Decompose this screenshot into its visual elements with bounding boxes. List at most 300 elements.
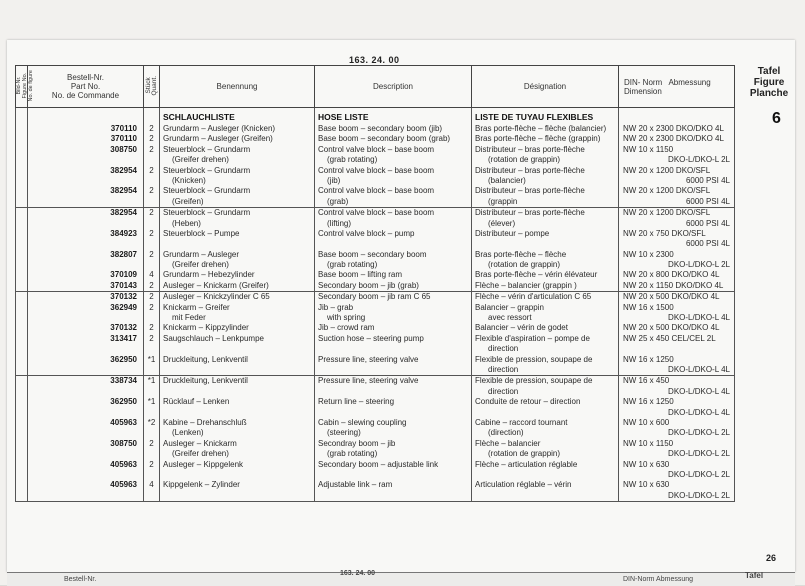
benennung-line: SCHLAUCHLISTE [163,112,235,122]
quantity-cell [144,292,160,376]
designation-line: Flexible de pression, soupape de [475,354,593,364]
din-dimension-line: NW 10 x 2300 [623,249,674,259]
description-line: (steering) [327,428,361,438]
quantity-line: 2 [149,249,154,259]
bild-line [16,292,27,302]
designation-line: (direction) [488,428,524,438]
din-dimension-line: NW 10 x 1150 [623,144,674,154]
header-designation [472,66,619,108]
part-number-line: 308750 [110,438,137,448]
din-dimension-line: 6000 PSI 4L [685,218,730,228]
description-line [315,365,471,375]
table-header-row [16,66,735,108]
din-dimension-cell [619,108,735,208]
header-bild-text: Bild-Nr. Figure No. No. de figure [16,69,34,102]
quantity-line [144,260,159,270]
din-dimension-line: DKO-L/DKO-L 2L [668,449,730,459]
description-line: Control valve block – base boom [318,208,435,218]
bild-line [16,387,27,397]
header-partno [28,66,144,108]
designation-line: (élever) [488,218,516,228]
description-line: (grab rotating) [327,155,378,165]
part-number-line: 338734 [110,376,137,386]
benennung-line: Druckleitung, Lenkventil [163,376,248,386]
bild-line [16,186,27,196]
description-line: Pressure line, steering valve [318,354,419,364]
description-line: Base boom – secondary boom [318,249,427,259]
description-cell [315,108,472,208]
header-description [315,66,472,108]
designation-line [472,470,618,480]
part-number-line [28,219,143,229]
din-dimension-cell [619,292,735,376]
description-line: with spring [327,313,366,323]
quantity-line [144,491,159,501]
designation-line: (rotation de grappin) [488,449,561,459]
bild-line [16,303,27,313]
part-number-line [28,428,143,438]
bild-line [16,197,27,207]
row-group [16,292,735,376]
part-number-cell [28,108,144,208]
din-dimension-line: NW 10 x 630 [623,480,670,490]
quantity-line: 2 [149,302,154,312]
quantity-line: 2 [149,124,154,133]
din-dimension-line [619,108,734,124]
bild-line [16,145,27,155]
part-number-line [28,344,143,354]
bild-line [16,323,27,333]
quantity-line: *2 [147,417,156,427]
quantity-line: 2 [149,165,154,175]
part-number-line: 370109 [110,270,137,280]
header-din [619,66,735,108]
strip-page-number: 163. 24. 00 [340,570,376,577]
header-bild [16,66,34,108]
benennung-line: Grundarm – Hebezylinder [163,270,255,280]
description-line: Return line – steering [318,397,395,407]
description-line [315,491,471,501]
part-number-cell [28,376,144,502]
part-number-line [28,470,143,480]
part-number-line [28,260,143,270]
bild-line [16,166,27,176]
quantity-line [144,344,159,354]
din-dimension-line: DKO-L/DKO-L 2L [668,155,730,165]
bild-cell [16,292,28,376]
part-number-line: 308750 [110,144,137,154]
part-number-line [28,449,143,459]
description-cell [315,208,472,292]
quantity-line: 2 [149,134,154,144]
bild-cell [16,376,28,502]
designation-line: Flèche – vérin d'articulation C 65 [475,292,592,302]
quantity-line: 4 [149,270,154,280]
part-number-line [28,387,143,397]
benennung-line: Druckleitung, Lenkventil [163,354,248,364]
quantity-line [144,449,159,459]
designation-line: Articulation réglable – vérin [475,480,572,490]
row-group [16,208,735,292]
quantity-line [144,313,159,323]
bild-line [16,124,27,134]
description-line: Cabin – slewing coupling [318,417,407,427]
benennung-line: Steuerblock – Pumpe [163,228,240,238]
bild-cell [16,108,28,208]
benennung-line [160,470,314,480]
strip-partno: Bestell-Nr. [64,576,97,583]
bild-line [16,365,27,375]
tafel-en: Figure [753,77,785,88]
din-dimension-cell [619,376,735,502]
quantity-line: 2 [149,144,154,154]
designation-line: (balancier) [488,175,526,185]
part-number-line [28,155,143,165]
designation-line: Flèche – articulation réglable [475,459,578,469]
din-dimension-line: NW 16 x 1250 [623,397,674,407]
header-designation-text: Désignation [523,82,567,91]
benennung-cell [160,108,315,208]
header-din-text: DIN- Norm Abmessung Dimension [624,77,711,96]
description-line [315,387,471,397]
part-number-cell [28,292,144,376]
din-dimension-line: NW 16 x 1500 [623,302,674,312]
designation-line: direction [488,344,519,354]
quantity-line: 4 [149,480,154,490]
designation-line: Bras porte-flèche – flèche [475,249,567,259]
benennung-cell [160,208,315,292]
bild-line [16,260,27,270]
bild-line [16,334,27,344]
quantity-line: 2 [149,459,154,469]
quantity-cell [144,376,160,502]
bild-line [16,460,27,470]
tafel-label [735,66,803,99]
description-line: Adjustable link – ram [318,480,393,490]
quantity-line [144,428,159,438]
benennung-line: Ausleger – Kippgelenk [163,459,244,469]
din-dimension-line: DKO-L/DKO-L 2L [668,428,730,438]
din-dimension-line: NW 16 x 450 [623,376,670,386]
description-line: Base boom – secondary boom (jib) [318,124,443,133]
bild-line [16,155,27,165]
quantity-line: 2 [149,323,154,333]
tafel-fr: Planche [749,88,789,99]
din-dimension-line: NW 20 x 2300 DKO/DKO 4L [623,134,724,144]
bild-line [16,250,27,260]
row-group [16,108,735,208]
bild-line [16,219,27,229]
din-dimension-line: NW 16 x 1250 [623,354,674,364]
din-dimension-line: NW 20 x 800 DKO/DKO 4L [623,270,720,280]
quantity-line: *1 [147,354,156,364]
designation-line: Cabine – raccord tournant [475,417,568,427]
din-dimension-line: 6000 PSI 4L [685,196,730,206]
din-dimension-line: NW 10 x 1150 [623,438,674,448]
benennung-line: Steuerblock – Grundarm [163,165,251,175]
description-line: (grab) [327,196,349,206]
header-qty [144,66,160,108]
header-qty-text: Stück Quant. [144,75,158,96]
description-cell [315,292,472,376]
bild-line [16,239,27,249]
benennung-line [160,239,314,249]
benennung-line: Saugschlauch – Lenkpumpe [163,333,264,343]
designation-line: Conduite de retour – direction [475,397,581,407]
din-dimension-line: NW 20 x 1200 DKO/SFL [623,186,711,196]
quantity-line [144,155,159,165]
tafel-de: Tafel [757,66,781,77]
description-line: (lifting) [327,218,352,228]
din-dimension-line: DKO-L/DKO-L 4L [668,386,730,396]
description-line: Base boom – lifting ram [318,270,403,280]
footer-page-number: 26 [766,553,777,563]
designation-line [472,491,618,501]
description-line: Secondary boom – jib ram C 65 [318,292,431,302]
quantity-line [144,387,159,397]
part-number-line: 382954 [110,186,137,196]
bild-line [16,270,27,280]
benennung-line: Steuerblock – Grundarm [163,208,251,218]
quantity-line: 2 [149,208,154,218]
bild-line [16,480,27,490]
benennung-line: Rücklauf – Lenken [163,397,230,407]
quantity-line [144,365,159,375]
part-number-line: 370132 [110,292,137,302]
quantity-cell [144,108,160,208]
part-number-line [28,239,143,249]
description-line: Control valve block – base boom [318,165,435,175]
parts-table [15,65,735,502]
part-number-line: 370132 [110,323,137,333]
part-number-line: 382954 [110,208,137,218]
designation-line: Distributeur – bras porte-flèche [475,165,585,175]
part-number-line: 405963 [110,459,137,469]
designation-line: Balancier – vérin de godet [475,323,568,333]
benennung-line: Ausleger – Knickzylinder C 65 [163,292,270,302]
quantity-line [144,408,159,418]
part-number-line [28,313,143,323]
designation-line: Bras porte-flèche – flèche (grappin) [475,134,601,144]
bild-line [16,281,27,291]
description-line: Pressure line, steering valve [318,376,419,386]
benennung-line: Knickarm – Greifer [163,302,230,312]
description-line: Control valve block – pump [318,228,415,238]
bild-line [16,491,27,501]
din-dimension-line: DKO-L/DKO-L 4L [668,407,730,417]
din-dimension-line: NW 20 x 750 DKO/SFL [623,228,706,238]
quantity-line [144,176,159,186]
din-dimension-line: DKO-L/DKO-L 4L [668,364,730,374]
designation-cell [472,376,619,502]
designation-line: (grappin [488,196,518,206]
description-line: Secondray boom – jib [318,438,396,448]
din-dimension-line: NW 20 x 1150 DKO/DKO 4L [623,280,724,290]
designation-line: direction [488,386,519,396]
description-line: Secondary boom – adjustable link [318,459,439,469]
quantity-line: 2 [149,228,154,238]
bild-line [16,418,27,428]
description-line [315,470,471,480]
part-number-line: 370110 [110,134,137,144]
din-dimension-line: NW 20 x 1200 DKO/SFL [623,208,711,218]
page-number: 163. 24. 00 [349,55,400,65]
quantity-line: 2 [149,438,154,448]
description-line: Base boom – secondary boom (grab) [318,134,451,144]
strip-din: DIN-Norm Abmessung [623,576,694,583]
benennung-line: Grundarm – Ausleger [163,249,240,259]
benennung-line: Kippgelenk – Zylinder [163,480,240,490]
quantity-line: 2 [149,280,154,290]
din-dimension-line: NW 25 x 450 CEL/CEL 2L [623,333,716,343]
bild-line [16,397,27,407]
benennung-line: Steuerblock – Grundarm [163,144,251,154]
description-line [315,239,471,249]
bild-line [16,408,27,418]
description-line [315,408,471,418]
description-line: Control valve block – base boom [318,144,435,154]
header-benennung [160,66,315,108]
description-line: HOSE LISTE [318,112,369,122]
benennung-line: Grundarm – Ausleger (Knicken) [163,124,276,133]
description-line: Secondary boom – jib (grab) [318,280,419,290]
description-line: Jib – crowd ram [318,323,375,333]
din-dimension-line [619,344,734,354]
din-dimension-line: NW 10 x 630 [623,459,670,469]
benennung-line: Ausleger – Knickarm (Greifer) [163,280,269,290]
description-line: Control valve block – base boom [318,186,435,196]
description-line: (jib) [327,175,341,185]
designation-line: LISTE DE TUYAU FLEXIBLES [475,112,594,122]
quantity-line [144,108,159,124]
description-line: (grab rotating) [327,449,378,459]
din-dimension-line: 6000 PSI 4L [685,239,730,249]
bild-line [16,470,27,480]
part-number-line: 384923 [110,228,137,238]
quantity-line: 2 [149,333,154,343]
designation-line: Flèche – balancier [475,438,541,448]
din-dimension-line: DKO-L/DKO-L 2L [668,490,730,500]
benennung-line: (Greifen) [172,196,204,206]
bild-line [16,428,27,438]
part-number-line [28,491,143,501]
designation-line: (rotation de grappin) [488,260,561,270]
benennung-line [160,491,314,501]
din-dimension-cell [619,208,735,292]
description-line: Suction hose – steering pump [318,333,424,343]
designation-line: Flexible de pression, soupape de [475,376,593,386]
part-number-line [28,197,143,207]
quantity-line [144,197,159,207]
benennung-line: (Greifer drehen) [172,449,229,459]
part-number-line: 370143 [110,280,137,290]
part-number-line [28,365,143,375]
bild-line [16,134,27,144]
designation-line: Flexible d'aspiration – pompe de [475,333,590,343]
description-line: Jib – grab [318,302,354,312]
bild-line [16,376,27,386]
part-number-cell [28,208,144,292]
benennung-line: Ausleger – Knickarm [163,438,237,448]
din-dimension-line: DKO-L/DKO-L 2L [668,260,730,270]
bild-line [16,355,27,365]
row-group [16,376,735,502]
benennung-line: Kabine – Drehanschluß [163,417,247,427]
din-dimension-line: 6000 PSI 4L [685,175,730,185]
designation-line: (rotation de grappin) [488,155,561,165]
designation-cell [472,208,619,292]
part-number-line [28,176,143,186]
benennung-line: Grundarm – Ausleger (Greifen) [163,134,273,144]
quantity-line [144,470,159,480]
din-dimension-line: NW 20 x 500 DKO/DKO 4L [623,292,720,302]
description-line [315,344,471,354]
benennung-line [160,344,314,354]
part-number-line [28,108,143,124]
designation-line: Flèche – balancier (grappin ) [475,280,577,290]
designation-line [472,239,618,249]
next-page-strip [7,572,795,586]
part-number-line: 405963 [110,417,137,427]
bild-line [16,449,27,459]
bild-line [16,229,27,239]
din-dimension-line: NW 20 x 500 DKO/DKO 4L [623,323,720,333]
description-cell [315,376,472,502]
part-number-line: 405963 [110,480,137,490]
benennung-line [160,387,314,397]
designation-line [472,408,618,418]
part-number-line: 370110 [110,124,137,133]
header-benennung-text: Benennung [216,82,258,91]
designation-line: Bras porte-flèche – vérin élévateur [475,270,598,280]
quantity-line: *1 [147,397,156,407]
din-dimension-line: NW 20 x 2300 DKO/DKO 4L [623,124,724,133]
bild-line [16,439,27,449]
description-line: (grab rotating) [327,260,378,270]
tafel-number: 6 [772,110,781,127]
bild-line [16,208,27,218]
part-number-line [28,408,143,418]
designation-line: Distributeur – bras porte-flèche [475,186,585,196]
benennung-line: Steuerblock – Grundarm [163,186,251,196]
benennung-line: Knickarm – Kippzylinder [163,323,249,333]
bild-line [16,313,27,323]
designation-line: Distributeur – pompe [475,228,550,238]
part-number-line: 362950 [110,354,137,364]
quantity-cell [144,208,160,292]
strip-tafel: Tafel [745,571,764,580]
part-number-line: 382807 [110,249,137,259]
quantity-line [144,239,159,249]
part-number-line: 362949 [110,302,137,312]
bild-cell [16,208,28,292]
designation-cell [472,292,619,376]
din-dimension-line: DKO-L/DKO-L 4L [668,313,730,323]
part-number-line: 382954 [110,165,137,175]
header-description-text: Description [372,82,413,91]
benennung-line: (Greifer drehen) [172,260,229,270]
designation-line: avec ressort [488,313,532,323]
table-body [16,108,735,502]
part-number-line: 362950 [110,397,137,407]
benennung-line: (Heben) [172,218,201,228]
designation-line: Balancier – grappin [475,302,544,312]
benennung-line: (Lenken) [172,428,204,438]
bild-line [16,344,27,354]
part-number-line: 313417 [110,333,137,343]
quantity-line: *1 [147,376,156,386]
benennung-line: (Greifer drehen) [172,155,229,165]
